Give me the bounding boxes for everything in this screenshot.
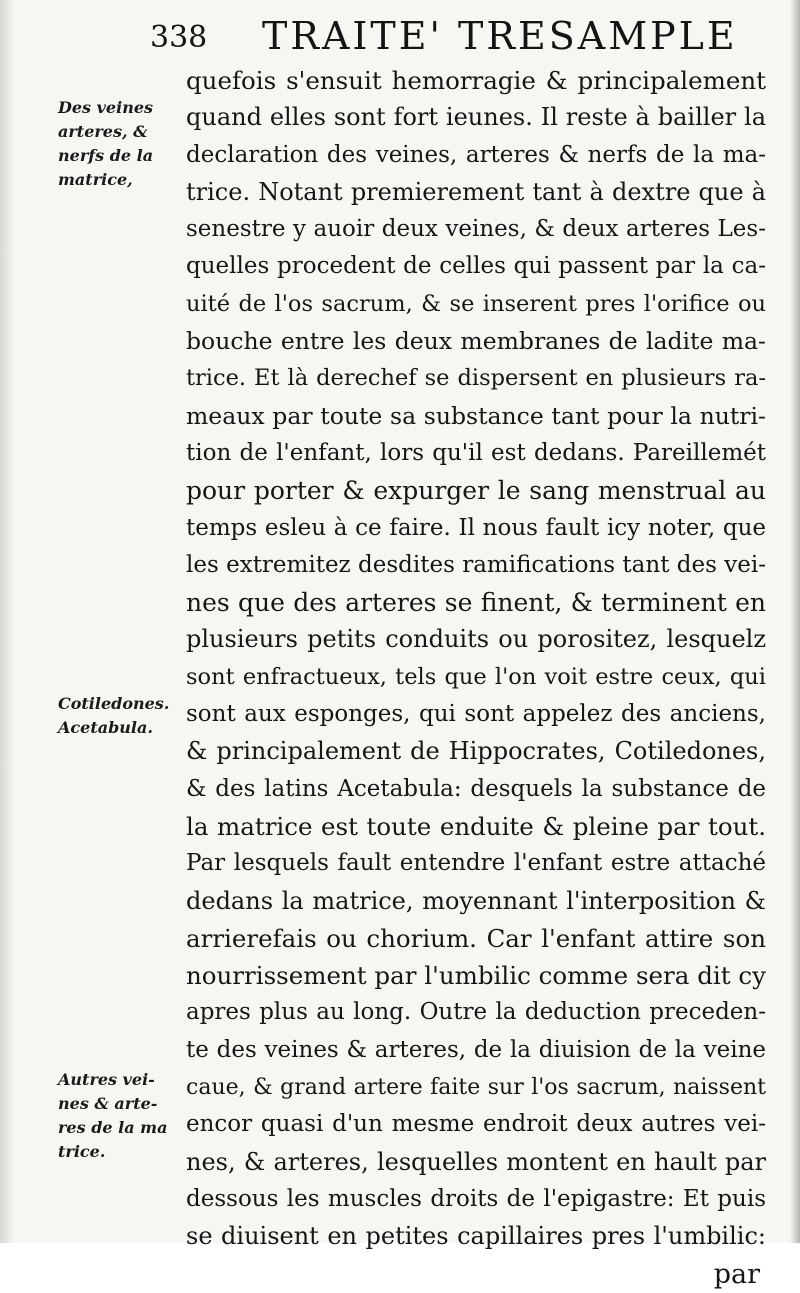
page-number: 338 xyxy=(150,20,208,55)
margin-note-autres-veines xyxy=(58,1068,182,1164)
margin-note-veines xyxy=(58,96,182,192)
text-line: nes que des arteres se finent, & terminent en xyxy=(186,588,766,618)
margin-note-line: Acetabula. xyxy=(58,718,153,737)
text-line: quefois s'ensuit hemorragie & principalement xyxy=(186,66,766,95)
text-line: & des latins Acetabula: desquels la substance de xyxy=(186,775,766,802)
text-line: nes, & arteres, lesquelles montent en hault par xyxy=(186,1147,766,1176)
text-line: apres plus au long. Outre la deduction preceden- xyxy=(186,999,766,1026)
page-header xyxy=(150,14,780,58)
text-line: bouche entre les deux membranes de ladite ma- xyxy=(186,327,766,356)
text-line: temps esleu à ce faire. Il nous fault icy noter, que xyxy=(186,514,766,541)
margin-note-line: matrice, xyxy=(58,170,133,189)
text-line: arrierefais ou chorium. Car l'enfant attire son xyxy=(186,923,766,953)
text-line: se diuisent en petites capillaires pres l'umbilic: xyxy=(186,1222,766,1251)
text-line: te des veines & arteres, de la diuision de la veine xyxy=(186,1036,766,1063)
running-title: TRAITE' TRESAMPLE xyxy=(262,14,738,58)
margin-note-line: Cotiledones. xyxy=(58,694,170,713)
margin-note-line: Des veines xyxy=(58,98,154,117)
text-line: & principalement de Hippocrates, Cotiledones, xyxy=(186,737,766,766)
margin-note-line: trice. xyxy=(58,1142,106,1161)
text-line: la matrice est toute enduite & pleine par tout. xyxy=(186,811,766,841)
margin-note-line: res de la ma xyxy=(58,1118,168,1137)
margin-note-line: Autres vei- xyxy=(58,1070,155,1089)
text-line: plusieurs petits conduits ou porositez, lesquelz xyxy=(186,625,766,654)
text-line: Par lesquels fault entendre l'enfant estre attaché xyxy=(186,850,766,877)
text-line: pour porter & expurger le sang menstrual au xyxy=(186,476,766,506)
margin-note-line: nerfs de la xyxy=(58,146,154,165)
text-line: tion de l'enfant, lors qu'il est dedans. Pareillemét xyxy=(186,439,766,466)
text-line: nourrissement par l'umbilic comme sera dit cy xyxy=(186,961,766,991)
margin-note-line: nes & arte- xyxy=(58,1094,158,1113)
text-line: meaux par toute sa substance tant pour la nutri- xyxy=(186,401,766,430)
text-line: dedans la matrice, moyennant l'interposition & xyxy=(186,886,766,915)
text-line: trice. Notant premierement tant à dextre que à xyxy=(186,177,766,206)
margin-note-cotiledones xyxy=(58,692,182,740)
text-line: les extremitez desdites ramifications tant des vei- xyxy=(186,551,766,578)
text-line: sont aux esponges, qui sont appelez des anciens, xyxy=(186,701,766,728)
catchword: par xyxy=(713,1258,760,1290)
text-line: senestre y auoir deux veines, & deux arteres Les- xyxy=(186,216,766,243)
text-line: encor quasi d'un mesme endroit deux autres vei- xyxy=(186,1111,766,1138)
text-line: quand elles sont fort ieunes. Il reste à bailler la xyxy=(186,103,766,132)
text-line: caue, & grand artere faite sur l'os sacrum, naissent xyxy=(186,1075,766,1101)
text-line: trice. Et là derechef se dispersent en plusieurs ra- xyxy=(186,365,766,392)
body-text xyxy=(186,62,766,1293)
text-line: uité de l'os sacrum, & se inserent pres l'orifice ou xyxy=(186,290,766,317)
text-line: dessous les muscles droits de l'epigastre: Et puis xyxy=(186,1185,766,1212)
text-line: quelles procedent de celles qui passent par la ca- xyxy=(186,253,766,280)
margin-note-line: arteres, & xyxy=(58,122,148,141)
text-line: sont enfractueux, tels que l'on voit estre ceux, qui xyxy=(186,663,766,690)
text-line: declaration des veines, arteres & nerfs de la ma- xyxy=(186,141,766,168)
